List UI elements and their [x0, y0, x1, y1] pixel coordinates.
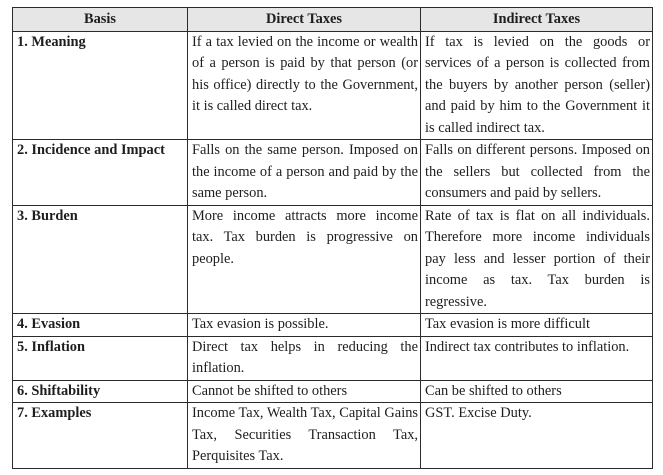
direct-vs-indirect-taxes-table — [12, 7, 653, 469]
indirect-cell: Rate of tax is flat on all individuals. Therefore more income individuals pay less and lesser portion of their income as tax. Tax burden is regressive. — [421, 205, 653, 314]
comparison-table-container — [12, 7, 652, 469]
basis-cell: 3. Burden — [13, 205, 188, 314]
table-row — [13, 140, 653, 206]
table-row — [13, 403, 653, 469]
basis-cell: 2. Incidence and Impact — [13, 140, 188, 206]
table-row — [13, 31, 653, 140]
header-basis: Basis — [13, 8, 188, 32]
indirect-cell: Falls on different persons. Imposed on the sellers but collected from the consumers and paid by sellers. — [421, 140, 653, 206]
table-header — [13, 8, 653, 32]
direct-cell: If a tax levied on the income or wealth of a person is paid by that person (or his office) directly to the Government, it is called direct tax. — [188, 31, 421, 140]
indirect-cell: Indirect tax contributes to inflation. — [421, 336, 653, 380]
indirect-cell: Tax evasion is more difficult — [421, 314, 653, 337]
indirect-cell: GST. Excise Duty. — [421, 403, 653, 469]
basis-cell: 5. Inflation — [13, 336, 188, 380]
indirect-cell: If tax is levied on the goods or services of a person is collected from the buyers by another person (seller) and paid by him to the Government it is called indirect tax. — [421, 31, 653, 140]
indirect-cell: Can be shifted to others — [421, 380, 653, 403]
direct-cell: Tax evasion is possible. — [188, 314, 421, 337]
direct-cell: More income attracts more income tax. Tax burden is progressive on people. — [188, 205, 421, 314]
direct-cell: Cannot be shifted to others — [188, 380, 421, 403]
direct-cell: Direct tax helps in reducing the inflation. — [188, 336, 421, 380]
basis-cell: 1. Meaning — [13, 31, 188, 140]
table-row — [13, 380, 653, 403]
table-row — [13, 314, 653, 337]
table-row — [13, 205, 653, 314]
table-row — [13, 336, 653, 380]
header-indirect-taxes: Indirect Taxes — [421, 8, 653, 32]
basis-cell: 6. Shiftability — [13, 380, 188, 403]
header-direct-taxes: Direct Taxes — [188, 8, 421, 32]
header-row — [13, 8, 653, 32]
basis-cell: 7. Examples — [13, 403, 188, 469]
basis-cell: 4. Evasion — [13, 314, 188, 337]
table-body — [13, 31, 653, 468]
direct-cell: Income Tax, Wealth Tax, Capital Gains Tax, Securities Transaction Tax, Perquisites Tax. — [188, 403, 421, 469]
direct-cell: Falls on the same person. Imposed on the income of a person and paid by the same person. — [188, 140, 421, 206]
